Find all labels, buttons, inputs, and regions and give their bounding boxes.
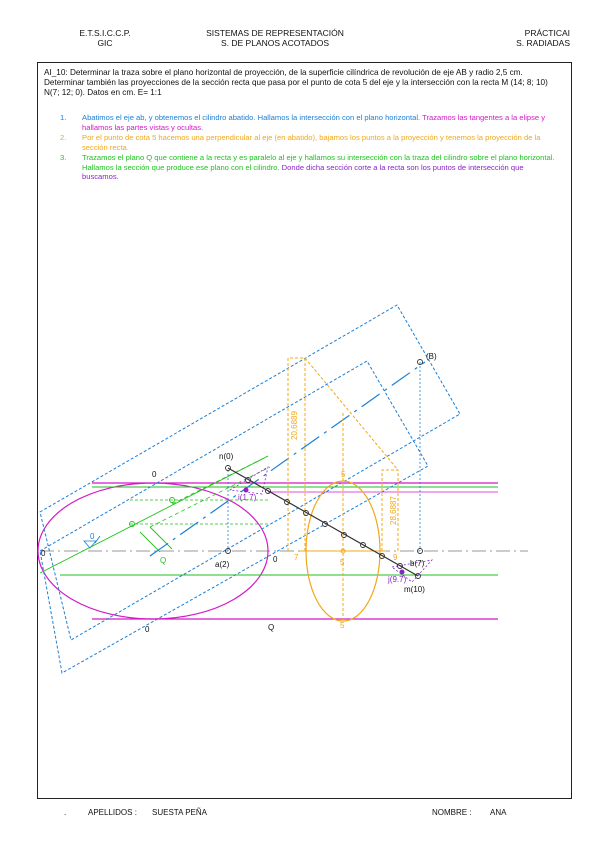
label-seven: 7 [294,553,299,562]
label-a: a(2) [215,560,230,569]
footer-dot: . [64,808,67,817]
orange-construction-diag [305,358,398,470]
label-zero-upper: 0 [152,470,157,479]
step-text: Trazamos el plano Q que contiene a la recta y es paralelo al eje y hallamos su intersección con la traza del cilindro sobre el plano horizontal. Hallamos la sección que produce ese plano con el cilindro. [82,153,555,172]
label-zero-blue: 0 [90,532,95,541]
step-text: Por el punto de cota 5 hacemos una perpendicular al eje (en abatido), bajamos los puntos a la proyección y tenemos la proyección de la sección recta. [82,133,541,152]
point-i [244,488,249,493]
label-b: b(7) [410,559,425,568]
plane-q-tick [140,532,160,552]
label-i: i(1.7) [238,493,257,502]
header-subject-topic: S. DE PLANOS ACOTADOS [220,38,329,48]
footer-apellidos-label: APELLIDOS : [88,808,137,817]
step-number: 3. [60,153,67,162]
step-number: 2. [60,133,67,142]
label-b-abatido: (B) [426,352,437,361]
label-n: n(0) [219,452,234,461]
footer-nombre-value: ANA [490,808,507,817]
label-five-top: 5 [341,470,346,479]
header-practice-topic: S. RADIADAS [516,38,570,48]
label-m: m(10) [404,585,425,594]
blue-mark [95,536,100,543]
header-degree: GIC [97,38,113,48]
step-number: 1. [60,113,67,122]
label-q-lower: Q [268,623,275,632]
header-school-name: E.T.S.I.C.C.P. [79,28,131,38]
footer-apellidos-value: SUESTA PEÑA [152,808,207,817]
abatido-cylinder-outer [40,305,460,640]
header-subject-name: SISTEMAS DE REPRESENTACIÓN [206,28,344,38]
label-zero-axis: 0 [273,555,278,564]
orange-construction-left [288,358,305,551]
step-text: Trazamos las tangentes a la elipse y hallamos las partes vistas y ocultas. [82,113,546,132]
label-five-mid: 5 [340,558,345,567]
label-zero-left: 0 [41,549,46,558]
step-text: Abatimos el eje ab, y obtenemos el cilindro abatido. Hallamos la intersección con el plano horizontal. [82,113,423,122]
dimension-1: 20,6889 [290,411,299,440]
label-nine: 9 [393,553,398,562]
label-zero-lower: 0 [145,625,150,634]
step-text: Donde dicha sección corte a la recta son los puntos de intersección que buscamos. [82,162,524,181]
problem-statement: AI_10: Determinar la traza sobre el plano horizontal de proyección, de la superficie cilíndrica de revolución de eje AB y radio 2,5 cm. Determinar también las proyecciones de la sección recta que pasa por el punto de cota 5 del eje y la intersección con la recta M (14; 8; 10) N(7; 12; 0). Datos en cm. E= 1:1 [44,68,548,97]
header-practice-name: PRÁCTICAI [524,28,570,38]
label-q-left: Q [160,556,167,565]
abatido-cylinder-outline [40,361,428,673]
point-j [400,570,405,575]
dimension-2: 28,6887 [389,496,398,525]
footer-nombre-label: NOMBRE : [432,808,472,817]
label-five-bottom: 5 [340,621,345,630]
label-j: j(9.7) [388,575,407,584]
